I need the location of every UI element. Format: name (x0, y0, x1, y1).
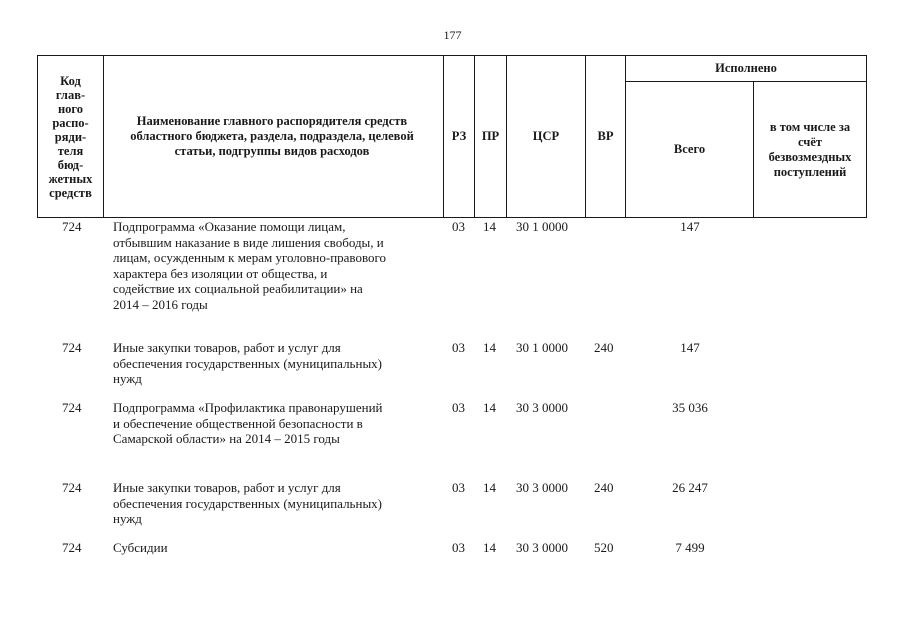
row-total: 35 036 (672, 400, 708, 415)
row-name-line: Иные закупки товаров, работ и услуг для (113, 340, 341, 355)
row-name-line: Подпрограмма «Профилактика правонарушений (113, 400, 383, 415)
row-name-line: отбывшим наказание в виде лишения свободы, и (113, 234, 384, 250)
header-code-line: жетных (48, 171, 93, 186)
row-rz: 03 (452, 480, 465, 495)
row-pr: 14 (483, 400, 496, 415)
header-total: Всего (673, 142, 706, 156)
header-vr: ВР (597, 129, 614, 143)
vline-9 (866, 55, 867, 218)
row-code: 724 (62, 219, 82, 234)
row-name-line: нужд (113, 371, 142, 386)
row-name-line: Подпрограмма «Оказание помощи лицам, (113, 219, 346, 234)
row-total: 26 247 (672, 480, 708, 495)
row-rz: 03 (452, 219, 465, 234)
row-csr: 30 3 0000 (516, 480, 568, 495)
header-code-line: средств (49, 185, 92, 200)
header-code (38, 56, 103, 217)
row-code: 724 (62, 340, 82, 355)
row-name-line: лицам, осужденным к мерам уголовно-правового (113, 250, 387, 265)
row-pr: 14 (483, 219, 496, 234)
row-total: 147 (680, 340, 700, 355)
row-name-line: характера без изоляции от общества, и (113, 265, 328, 281)
row-name (113, 400, 443, 447)
row-name-line: 2014 – 2016 годы (113, 296, 208, 312)
row-name-line: Иные закупки товаров, работ и услуг для (113, 480, 341, 495)
row-csr: 30 1 0000 (516, 340, 568, 355)
row-vr: 240 (594, 480, 614, 495)
header-csr: ЦСР (532, 129, 560, 143)
row-rz: 03 (452, 540, 465, 555)
row-total: 147 (680, 219, 700, 234)
page-number: 177 (443, 28, 462, 42)
row-csr: 30 3 0000 (516, 400, 568, 415)
row-csr: 30 3 0000 (516, 540, 568, 555)
row-code: 724 (62, 400, 82, 415)
row-name-line: обеспечения государственных (муниципальных) (113, 355, 383, 371)
row-name (113, 219, 443, 312)
row-name-line: содействие их социальной реабилитации» на (113, 281, 363, 296)
row-vr: 240 (594, 340, 614, 355)
row-name (113, 540, 443, 556)
vline-2 (103, 55, 104, 218)
header-code-line: ного (57, 101, 84, 116)
header-code-line: Код (60, 73, 81, 88)
row-code: 724 (62, 480, 82, 495)
header-including-grants: в том числе за счёт безвозмездных поступлений (768, 119, 852, 179)
row-name (113, 480, 443, 527)
header-rz: РЗ (451, 129, 467, 143)
row-name-line: и обеспечение общественной безопасности в (113, 415, 363, 431)
header-pr: ПР (481, 129, 500, 143)
header-code-line: ряди- (54, 129, 87, 144)
row-csr: 30 1 0000 (516, 219, 568, 234)
row-name-line: нужд (113, 511, 142, 526)
header-code-line: распо- (52, 115, 89, 130)
vline-8 (753, 81, 754, 218)
header-code-line: глав- (55, 87, 86, 102)
row-name-line: Субсидии (113, 540, 168, 555)
header-code-line: теля (57, 143, 84, 158)
row-pr: 14 (483, 540, 496, 555)
row-name-line: Самарской области» на 2014 – 2015 годы (113, 431, 340, 446)
row-rz: 03 (452, 340, 465, 355)
row-total: 7 499 (675, 540, 705, 555)
row-vr: 520 (594, 540, 614, 555)
row-pr: 14 (483, 480, 496, 495)
row-pr: 14 (483, 340, 496, 355)
header-name: Наименование главного распорядителя средств областного бюджета, раздела, подраздела, целевой статьи, подгруппы видов расходов (130, 114, 414, 158)
row-code: 724 (62, 540, 82, 555)
header-executed: Исполнено (715, 61, 777, 75)
header-bottom-border (37, 217, 867, 218)
row-name-line: обеспечения государственных (муниципальных) (113, 495, 383, 511)
row-rz: 03 (452, 400, 465, 415)
header-code-line: бюд- (57, 157, 84, 172)
row-name (113, 340, 443, 387)
